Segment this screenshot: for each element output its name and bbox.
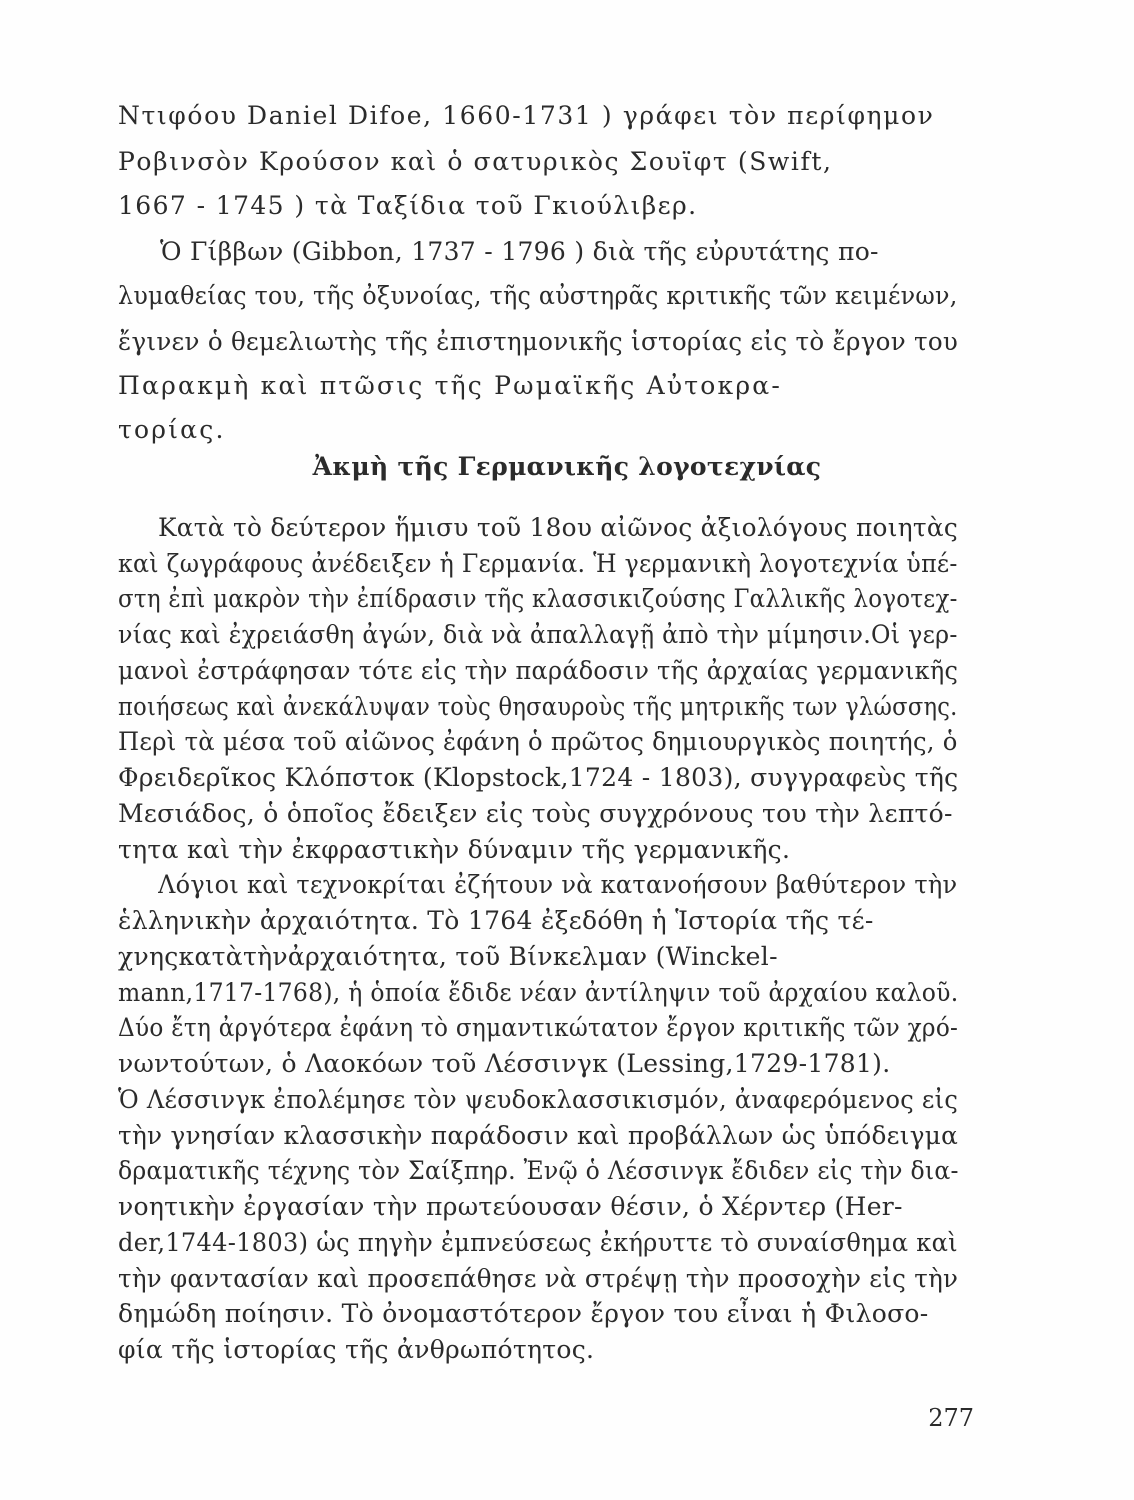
- text-line: χνηςκατὰτὴνἀρχαιότητα, τοῦ Βίνκελμαν (Winckel-: [118, 942, 778, 971]
- text-line: Δύο ἔτη ἀργότερα ἐφάνη τὸ σημαντικώτατον ἔργον κριτικῆς τῶν χρό-: [118, 1013, 958, 1042]
- text-line: δραματικῆς τέχνης τὸν Σαίξπηρ. Ἐνῷ ὁ Λέσσινγκ ἔδιδεν εἰς τὴν δια-: [118, 1156, 959, 1185]
- text-line: Ὁ Λέσσινγκ ἐπολέμησε τὸν ψευδοκλασσικισμόν, ἀναφερόμενος εἰς: [118, 1085, 958, 1114]
- text-line: μανοὶ ἐστράφησαν τότε εἰς τὴν παράδοσιν τῆς ἀρχαίας γερμανικῆς: [118, 656, 959, 685]
- text-line: Ὁ Γίββων (Gibbon, 1737 - 1796 ) διὰ τῆς εὐρυτάτης πο-: [160, 237, 879, 266]
- text-line: Κατὰ τὸ δεύτερον ἥμισυ τοῦ 18ου αἰῶνος ἀξιολόγους ποιητὰς: [158, 513, 958, 542]
- text-line: τὴν φαντασίαν καὶ προσεπάθησε νὰ στρέψῃ τὴν προσοχὴν εἰς τὴν: [118, 1264, 958, 1293]
- text-line: Λόγιοι καὶ τεχνοκρίται ἐζήτουν νὰ κατανοήσουν βαθύτερον τὴν: [158, 870, 958, 899]
- text-line: Μεσιάδος, ὁ ὁποῖος ἔδειξεν εἰς τοὺς συγχρόνους του τὴν λεπτό-: [118, 799, 953, 828]
- text-line: ἔγινεν ὁ θεμελιωτὴς τῆς ἐπιστημονικῆς ἱστορίας εἰς τὸ ἔργον του: [118, 327, 958, 356]
- text-line: der,1744-1803) ὡς πηγὴν ἐμπνεύσεως ἐκήρυττε τὸ συναίσθημα καὶ: [118, 1228, 958, 1257]
- text-line: τητα καὶ τὴν ἐκφραστικὴν δύναμιν τῆς γερμανικῆς.: [118, 835, 791, 864]
- text-line: τορίας.: [118, 415, 226, 444]
- text-line: Παρακμὴ καὶ πτῶσις τῆς Ρωμαϊκῆς Αὐτοκρα-: [118, 371, 783, 400]
- text-line: Ροβινσὸν Κρούσον καὶ ὁ σατυρικὸς Σουϊφτ (Swift,: [118, 147, 833, 176]
- section-heading: Ἀκμὴ τῆς Γερμανικῆς λογοτεχνίας: [312, 452, 822, 481]
- text-line: καὶ ζωγράφους ἀνέδειξεν ἡ Γερμανία. Ἡ γερμανικὴ λογοτεχνία ὑπέ-: [118, 549, 958, 578]
- text-line: νωντούτων, ὁ Λαοκόων τοῦ Λέσσινγκ (Lessing,1729-1781).: [118, 1049, 891, 1078]
- text-line: νίας καὶ ἐχρειάσθη ἀγών, διὰ νὰ ἀπαλλαγῇ ἀπὸ τὴν μίμησιν.Οἱ γερ-: [118, 620, 958, 649]
- text-line: στη ἐπὶ μακρὸν τὴν ἐπίδρασιν τῆς κλασσικιζούσης Γαλλικῆς λογοτεχ-: [118, 584, 958, 613]
- text-line: 1667 - 1745 ) τὰ Ταξίδια τοῦ Γκιούλιβερ.: [118, 191, 698, 220]
- text-line: φία τῆς ἱστορίας τῆς ἀνθρωπότητος.: [118, 1335, 595, 1364]
- text-line: ποιήσεως καὶ ἀνεκάλυψαν τοὺς θησαυροὺς τῆς μητρικῆς των γλώσσης.: [118, 692, 958, 721]
- text-line: Περὶ τὰ μέσα τοῦ αἰῶνος ἐφάνη ὁ πρῶτος δημιουργικὸς ποιητής, ὁ: [118, 727, 958, 756]
- text-line: ἑλληνικὴν ἀρχαιότητα. Τὸ 1764 ἐξεδόθη ἡ Ἱστορία τῆς τέ-: [118, 906, 874, 935]
- text-line: mann,1717-1768), ἡ ὁποία ἔδιδε νέαν ἀντίληψιν τοῦ ἀρχαίου καλοῦ.: [118, 978, 959, 1007]
- page-number: 277: [928, 1404, 974, 1432]
- text-line: νοητικὴν ἐργασίαν τὴν πρωτεύουσαν θέσιν, ὁ Χέρντερ (Her-: [118, 1192, 903, 1221]
- text-line: Φρειδερῖκος Κλόπστοκ (Klopstock,1724 - 1803), συγγραφεὺς τῆς: [118, 763, 958, 792]
- text-line: τὴν γνησίαν κλασσικὴν παράδοσιν καὶ προβάλλων ὡς ὑπόδειγμα: [118, 1121, 958, 1150]
- text-line: Ντιφόου Daniel Difoe, 1660-1731 ) γράφει τὸν περίφημον: [118, 101, 935, 130]
- text-line: δημώδη ποίησιν. Τὸ ὀνομαστότερον ἔργον του εἶναι ἡ Φιλοσο-: [118, 1299, 929, 1328]
- text-line: λυμαθείας του, τῆς ὀξυνοίας, τῆς αὐστηρᾶς κριτικῆς τῶν κειμένων,: [118, 281, 958, 310]
